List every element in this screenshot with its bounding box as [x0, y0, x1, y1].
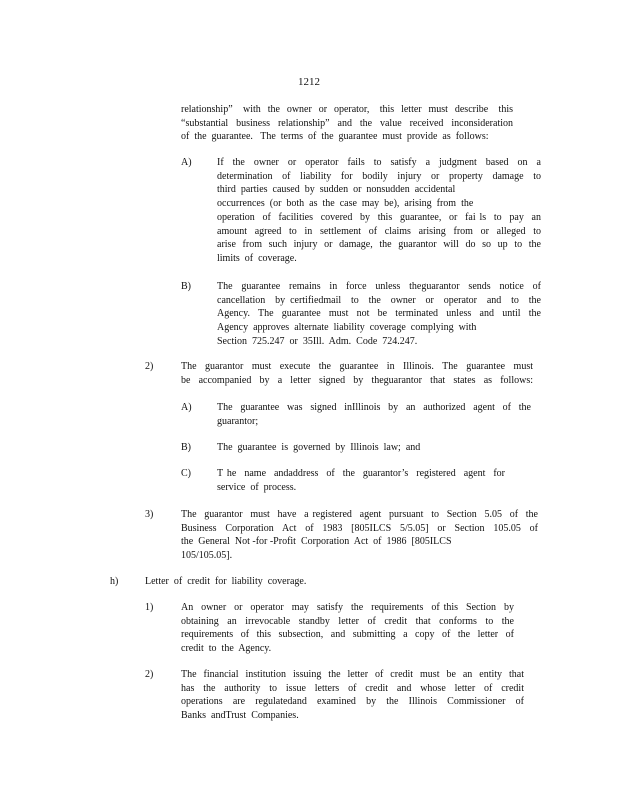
text-line: requirements of this subsection, and submitting a copy of the letter of	[181, 629, 514, 641]
item-b-cancellation-paragraph	[217, 280, 541, 349]
text-line: Section 725.247 or 35Ill. Adm. Code 724.247.	[217, 335, 418, 347]
item-label: 3)	[145, 509, 154, 520]
item-a-signed-paragraph	[217, 401, 531, 428]
text-line: An owner or operator may satisfy the requirements of this Section by	[181, 602, 514, 613]
text-line: guarantor;	[217, 415, 259, 427]
text-line: The guarantee was signed inIllinois by an authorized agent of the	[217, 402, 531, 413]
text-line: third parties caused by sudden or nonsudden accidental	[217, 184, 456, 196]
item-b-governed-paragraph	[217, 441, 541, 455]
text-line: Business Corporation Act of 1983 [805ILCS 5/5.05] or Section 105.05 of	[181, 522, 538, 534]
item-label: B)	[181, 442, 191, 453]
text-line: The guarantee is governed by Illinois law; and	[217, 442, 421, 453]
text-line: If the owner or operator fails to satisfy a judgment based on a	[217, 157, 541, 168]
text-line: service of process.	[217, 481, 297, 493]
item-label: 2)	[145, 361, 154, 372]
text-line: arise from such injury or damage, the guarantor will do so up to the	[217, 239, 541, 251]
text-line: “substantial business relationship” and the value received inconsideration	[181, 117, 513, 129]
text-line: obtaining an irrevocable standby letter of credit that conforms to the	[181, 615, 514, 627]
text-line: credit to the Agency.	[181, 643, 272, 655]
text-line: The guarantor must execute the guarantee in Illinois. The guarantee must	[181, 361, 533, 372]
text-line: The guarantor must have a registered agent pursuant to Section 5.05 of the	[181, 509, 538, 520]
text-line: Banks andTrust Companies.	[181, 710, 299, 722]
item-c-agent-paragraph	[217, 467, 505, 494]
item-label: A)	[181, 402, 192, 413]
item-3-registered-agent-paragraph	[181, 508, 538, 563]
item-label: A)	[181, 157, 192, 168]
item-h2-institution-paragraph	[181, 668, 524, 723]
item-a-liability-paragraph	[217, 156, 541, 266]
section-h-heading	[145, 575, 445, 589]
text-line: operation of facilities covered by this guarantee, or fai ls to pay an	[217, 211, 541, 223]
text-line: 105/105.05].	[181, 550, 233, 562]
text-line: amount agreed to in settlement of claims arising from or alleged to	[217, 225, 541, 237]
text-line: determination of liability for bodily injury or property damage to	[217, 170, 541, 182]
text-line: be accompanied by a letter signed by theguarantor that states as follows:	[181, 374, 533, 386]
text-line: of the guarantee. The terms of the guarantee must provide as follows:	[181, 131, 489, 143]
text-line: The financial institution issuing the letter of credit must be an entity that	[181, 669, 524, 680]
text-line: has the authority to issue letters of credit and whose letter of credit	[181, 682, 524, 694]
text-line: operations are regulatedand examined by the Illinois Commissioner of	[181, 696, 524, 708]
item-label: 1)	[145, 602, 154, 613]
text-line: Letter of credit for liability coverage.	[145, 576, 307, 587]
intro-paragraph	[181, 103, 513, 144]
text-line: cancellation by certifiedmail to the owner or operator and to the	[217, 294, 541, 306]
section-label: h)	[110, 576, 119, 587]
text-line: Agency. The guarantee must not be terminated unless and until the	[217, 308, 541, 320]
text-line: relationship” with the owner or operator, this letter must describe this	[181, 104, 513, 115]
item-2-execution-paragraph	[181, 360, 533, 387]
text-line: Agency approves alternate liability coverage complying with	[217, 322, 477, 334]
text-line: the General Not -for -Profit Corporation Act of 1986 [805ILCS	[181, 536, 452, 548]
item-label: B)	[181, 281, 191, 292]
text-line: T he name andaddress of the guarantor’s registered agent for	[217, 468, 505, 479]
page-number: 1212	[298, 76, 320, 88]
item-h1-letter-paragraph	[181, 601, 514, 656]
text-line: occurrences (or both as the case may be), arising from the	[217, 198, 474, 210]
item-label: 2)	[145, 669, 154, 680]
text-line: The guarantee remains in force unless theguarantor sends notice of	[217, 281, 541, 292]
text-line: limits of coverage.	[217, 252, 297, 264]
item-label: C)	[181, 468, 191, 479]
